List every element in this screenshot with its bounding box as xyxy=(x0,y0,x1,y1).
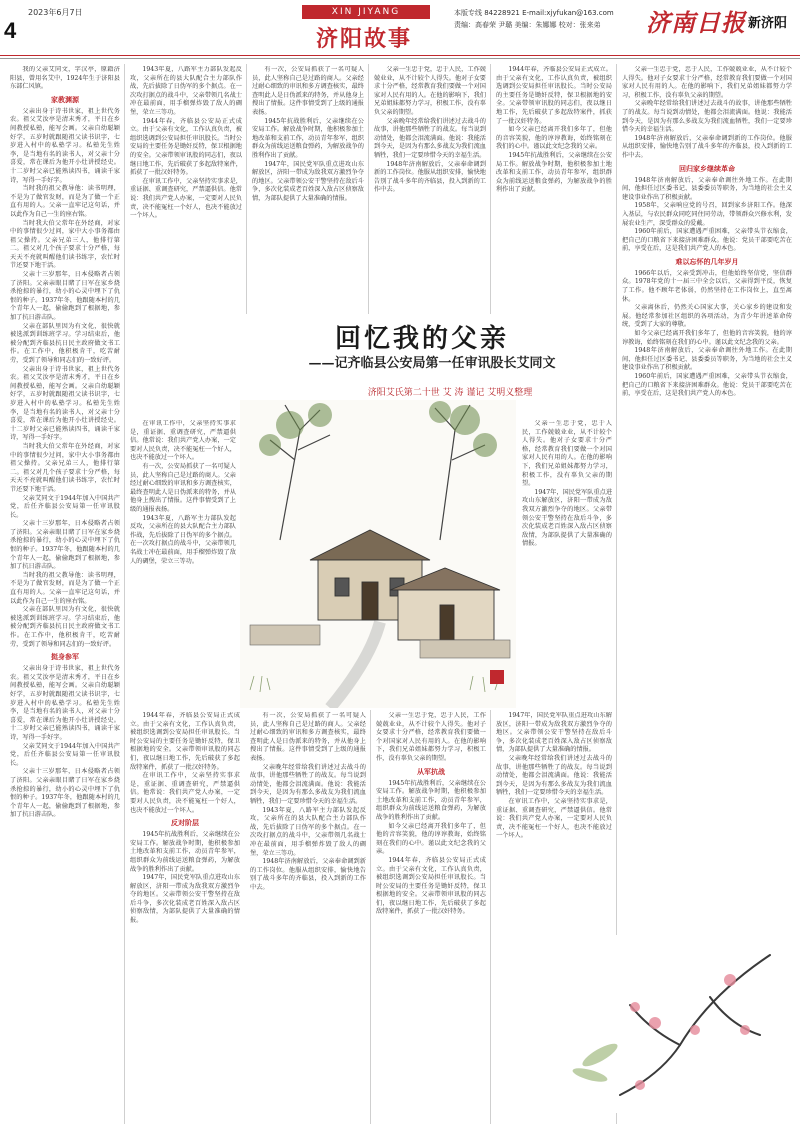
page-number: 4 xyxy=(4,18,17,43)
paragraph: 父亲一生忠于党，忠于人民，工作兢兢业业，从不计较个人得失。他对子女要求十分严格，经常教育我们要做一个对国家对人民有用的人。在他的影响下，我们兄弟姐妹都努力学习，积极工作，没有辜负父亲的期望。 xyxy=(374,66,486,116)
paragraph: 如今父亲已经离开我们多年了，但他的音容笑貌，他的谆谆教诲，始终铭刻在我们的心中。谨以此文纪念我的父亲。 xyxy=(622,330,792,346)
paragraph: 当时我大伯父常年在外经商，对家中的事情很少过问，家中大小事务都由祖父操持。父亲兄弟三人，他排行第二。祖父对几个孩子要求十分严格，每天天不亮就叫醒他们读书练字，农忙时节还要下地干活。 xyxy=(10,442,120,493)
paragraph: 父亲十三岁那年，日本侵略者占领了济阳。父亲亲眼目睹了日军在家乡烧杀抢掠的暴行，幼小的心灵中埋下了仇恨的种子。1937年冬，他跟随本村的几个青年人一起，偷偷跑到了根据地，参加了抗日游击队。 xyxy=(10,520,120,571)
text-column-bottom-1 xyxy=(130,712,240,1122)
paragraph: 1945年抗战胜利后，父亲继续在公安局工作。解放战争时期，他积极参加土地改革和支前工作，动员青年参军，组织群众为前线运送粮食弹药，为解放战争的胜利作出了贡献。 xyxy=(252,117,364,159)
paragraph: 1943年夏，八路军主力部队发起反攻，父亲所在的县大队配合主力部队作战，先后拔除了日伪军的多个据点。在一次攻打据点的战斗中，父亲带领几名战士冲在最前面，用手榴弹炸毁了敌人的碉堡，荣立三等功。 xyxy=(130,514,236,565)
article-headline: 回忆我的父亲 xyxy=(334,324,509,354)
paragraph: 1948年济南解放后，父亲奉命调到新的工作岗位。他服从组织安排，愉快地告别了战斗多年的齐临县，投入到新的工作中去。 xyxy=(250,858,366,891)
paragraph: 1944年春，齐临县公安局正式成立。由于父亲有文化，工作认真负责，被组织选调到公安局担任审讯股长。当时公安局的主要任务是锄奸反特，保卫根据地的安全。父亲带领审讯股的同志们，夜以继日地工作，先后破获了多起敌特案件，抓获了一批汉奸特务。 xyxy=(496,66,612,125)
paragraph: 我的父亲艾同文，字汉亭，原籍济阳县，曾用名艾中，1924年生于济阳县东部仁风镇。 xyxy=(10,66,120,91)
paragraph: 有一次，公安局抓获了一名可疑人员，此人坚称自己是过路的商人。父亲经过耐心细致的审讯和多方调查核实，最终查明此人是日伪派来的特务，并从他身上搜出了情报。这件事情受到了上级的通报表扬。 xyxy=(252,66,364,116)
paragraph: 1944年春，齐临县公安局正式成立。由于父亲有文化，工作认真负责，被组织选调到公安局担任审讯股长。当时公安局的主要任务是锄奸反特，保卫根据地的安全。父亲带领审讯股的同志们，夜以继日地工作，先后破获了多起敌特案件，抓获了一批汉奸特务。 xyxy=(376,856,486,916)
text-column-bottom-2 xyxy=(250,712,366,1122)
paragraph: 如今父亲已经离开我们多年了，但他的音容笑貌，他的谆谆教诲，始终铭刻在我们的心中。谨以此文纪念我的父亲。 xyxy=(376,822,486,856)
text-column-mid-left xyxy=(130,420,236,710)
editor-credits: 责编：高春荣 尹璐 美编：朱娜娜 校对：张来弟 xyxy=(454,21,601,29)
paragraph: 父亲在部队里因为有文化，很快就被选派到训练班学习。学习结束后，他被分配到齐临县抗日民主政府做文书工作。在工作中，他积极肯干，吃苦耐劳，受到了领导和同志们的一致好评。 xyxy=(10,322,120,364)
section-subhead: 家教渊源 xyxy=(51,94,79,104)
paragraph: 父亲出身于诗书世家，祖上世代务农。祖父艾汝亭是清末秀才，平日在乡间教授私塾，能写会画。父亲自幼聪颖好学，五岁时就跟随祖父读书识字，七岁进入村中的私塾学习。私塾先生姓李，是当地有名的读书人，对父亲十分喜爱，常在课后为他开小灶讲授经史。十二岁时父亲已能熟读四书，诵读千家诗，写得一手好字。 xyxy=(10,365,120,442)
paragraph: 父亲一生忠于党，忠于人民，工作兢兢业业，从不计较个人得失。他对子女要求十分严格，经常教育我们要做一个对国家对人民有用的人。在他的影响下，我们兄弟姐妹都努力学习，积极工作，没有辜负父亲的期望。 xyxy=(376,712,486,762)
column-rule xyxy=(246,64,247,314)
text-column-bottom-3 xyxy=(376,712,486,1122)
paragraph: 父亲十三岁那年，日本侵略者占领了济阳。父亲亲眼目睹了日军在家乡烧杀抢掠的暴行，幼小的心灵中埋下了仇恨的种子。1937年冬，他跟随本村的几个青年人一起，偷偷跑到了根据地，参加了抗日游击队。 xyxy=(10,768,120,819)
paragraph: 1947年，国民党军队重点进攻山东解放区，济阳一带成为敌我双方激烈争夺的地区。父亲带领公安干警坚持在敌后斗争，多次化装成老百姓深入敌占区侦察敌情，为部队提供了大量准确的情报。 xyxy=(522,488,612,548)
section-subhead: 挺身参军 xyxy=(51,652,79,662)
column-rule xyxy=(368,64,369,314)
village-ink-illustration xyxy=(240,400,516,708)
paragraph: 在审讯工作中，父亲坚持实事求是，重证据、重调查研究，严禁逼供信。他常说：我们共产党人办案，一定要对人民负责，决不能冤枉一个好人，也决不能放过一个坏人。 xyxy=(130,177,242,220)
paragraph: 1943年夏，八路军主力部队发起反攻，父亲所在的县大队配合主力部队作战，先后拔除了日伪军的多个据点。在一次攻打据点的战斗中，父亲带领几名战士冲在最前面，用手榴弹炸毁了敌人的碉堡，荣立三等功。 xyxy=(130,66,242,116)
paragraph: 父亲晚年经常给我们讲述过去战斗的故事，讲他那些牺牲了的战友。每当说到动情处，他都会泪流满面。他说：我能活到今天，是因为有那么多战友为我们流血牺牲，我们一定要珍惜今天的幸福生活。 xyxy=(496,754,612,797)
paragraph: 在审讯工作中，父亲坚持实事求是，重证据、重调查研究，严禁逼供信。他常说：我们共产党人办案，一定要对人民负责，决不能冤枉一个好人，也决不能放过一个坏人。 xyxy=(496,797,612,840)
text-column-4 xyxy=(374,66,486,314)
text-column-mid-right xyxy=(522,420,612,710)
paragraph: 父亲在部队里因为有文化，很快就被选派到训练班学习。学习结束后，他被分配到齐临县抗日民主政府做文书工作。在工作中，他积极肯干，吃苦耐劳，受到了领导和同志们的一致好评。 xyxy=(10,606,120,648)
paragraph: 1944年春，齐临县公安局正式成立。由于父亲有文化，工作认真负责，被组织选调到公安局担任审讯股长。当时公安局的主要任务是锄奸反特，保卫根据地的安全。父亲带领审讯股的同志们，夜以继日地工作，先后破获了多起敌特案件，抓获了一批汉奸特务。 xyxy=(130,117,242,177)
paragraph: 父亲一生忠于党，忠于人民，工作兢兢业业，从不计较个人得失。他对子女要求十分严格，经常教育我们要做一个对国家对人民有用的人。在他的影响下，我们兄弟姐妹都努力学习，积极工作，没有辜负父亲的期望。 xyxy=(622,66,792,99)
column-rule xyxy=(490,64,491,314)
text-column-2 xyxy=(130,66,242,314)
paragraph: 1947年，国民党军队重点进攻山东解放区，济阳一带成为敌我双方激烈争夺的地区。父亲带领公安干警坚持在敌后斗争，多次化装成老百姓深入敌占区侦察敌情，为部队提供了大量准确的情报。 xyxy=(496,712,612,754)
text-column-5 xyxy=(496,66,612,314)
issue-date: 2023年6月7日 xyxy=(28,8,83,17)
paragraph: 1958年，父亲响应党的号召，回到家乡济阳工作。他深入基层，与农民群众同吃同住同劳动，带领群众兴修水利，发展农业生产，深受群众的爱戴。 xyxy=(622,202,792,227)
article-byline: 济阳艾氏第二十世 艾 涛 谨记 艾明义整理 xyxy=(367,388,533,398)
paragraph: 1948年济南解放后，父亲奉命调到新的工作岗位。他服从组织安排，愉快地告别了战斗多年的齐临县，投入到新的工作中去。 xyxy=(374,160,486,194)
article-subheadline: ——记齐临县公安局第一任审讯股长艾同文 xyxy=(308,356,556,371)
newspaper-sublogo: 新济阳 xyxy=(748,16,788,31)
header-divider xyxy=(0,55,800,56)
paragraph: 父亲出身于诗书世家，祖上世代务农。祖父艾汝亭是清末秀才，平日在乡间教授私塾，能写会画。父亲自幼聪颖好学，五岁时就跟随祖父读书识字，七岁进入村中的私塾学习。私塾先生姓李，是当地有名的读书人，对父亲十分喜爱，常在课后为他开小灶讲授经史。十二岁时父亲已能熟读四书，诵读千家诗，写得一手好字。 xyxy=(10,107,120,184)
contact-info: 本版专线 84228921 E-mail:xjyfukan@163.com xyxy=(454,9,614,17)
column-rule xyxy=(124,64,125,1124)
plum-blossom-ink-illustration xyxy=(560,935,782,1113)
paragraph: 1948年济南解放后，父亲奉命调到新的工作岗位。他服从组织安排，愉快地告别了战斗多年的齐临县，投入到新的工作中去。 xyxy=(622,134,792,159)
newspaper-logo: 济南日报 xyxy=(646,8,746,37)
section-subhead: 难以忘怀的几年岁月 xyxy=(675,256,739,266)
paragraph: 在审讯工作中，父亲坚持实事求是，重证据、重调查研究，严禁逼供信。他常说：我们共产党人办案，一定要对人民负责，决不能冤枉一个好人，也决不能放过一个坏人。 xyxy=(130,772,240,814)
column-rule xyxy=(490,710,491,1124)
paragraph: 1945年抗战胜利后，父亲继续在公安局工作。解放战争时期，他积极参加土地改革和支前工作，动员青年参军，组织群众为前线运送粮食弹药，为解放战争的胜利作出了贡献。 xyxy=(376,779,486,821)
paragraph: 父亲离休后，仍然关心国家大事，关心家乡的建设和发展。他经常参加社区组织的各项活动，为青少年讲述革命传统，受到了大家的尊敬。 xyxy=(622,304,792,329)
section-subhead: 从军抗战 xyxy=(417,766,445,776)
section-subhead: 反对阶层 xyxy=(171,818,199,828)
paragraph: 父亲艾同文于1944年加入中国共产党，后任齐临县公安局第一任审讯股长。 xyxy=(10,494,120,519)
paragraph: 父亲一生忠于党，忠于人民，工作兢兢业业，从不计较个人得失。他对子女要求十分严格，经常教育我们要做一个对国家对人民有用的人。在他的影响下，我们兄弟姐妹都努力学习，积极工作，没有辜负父亲的期望。 xyxy=(522,420,612,488)
paragraph: 父亲艾同文于1944年加入中国共产党，后任齐临县公安局第一任审讯股长。 xyxy=(10,742,120,767)
paragraph: 父亲晚年经常给我们讲述过去战斗的故事，讲他那些牺牲了的战友。每当说到动情处，他都会泪流满面。他说：我能活到今天，是因为有那么多战友为我们流血牺牲，我们一定要珍惜今天的幸福生活。 xyxy=(250,763,366,805)
section-subhead: 回归家乡继续革命 xyxy=(679,163,735,173)
paragraph: 当时我的祖父教导他：读书明理，不是为了做官发财，而是为了做一个正直有用的人。父亲一直牢记这句话，并以此作为自己一生的座右铭。 xyxy=(10,571,120,605)
paragraph: 1944年春，齐临县公安局正式成立。由于父亲有文化，工作认真负责，被组织选调到公安局担任审讯股长。当时公安局的主要任务是锄奸反特，保卫根据地的安全。父亲带领审讯股的同志们，夜以继日地工作，先后破获了多起敌特案件，抓获了一批汉奸特务。 xyxy=(130,712,240,771)
paragraph: 1966年以后，父亲受到冲击，但他始终坚信党，坚信群众。1978年党的十一届三中全会以后，父亲得到平反，恢复了工作。他不顾年老体弱，仍然坚持在工作岗位上，直至离休。 xyxy=(622,269,792,303)
paragraph: 1948年济南解放后，父亲奉命调往外地工作。在此期间，他担任过区委书记、县委委员等职务，为当地的社会主义建设事业作出了积极贡献。 xyxy=(622,176,792,201)
paragraph: 当时我大伯父常年在外经商，对家中的事情很少过问，家中大小事务都由祖父操持。父亲兄弟三人，他排行第二。祖父对几个孩子要求十分严格，每天天不亮就叫醒他们读书练字，农忙时节还要下地干活。 xyxy=(10,219,120,270)
paragraph: 1945年抗战胜利后，父亲继续在公安局工作。解放战争时期，他积极参加土地改革和支前工作，动员青年参军，组织群众为前线运送粮食弹药，为解放战争的胜利作出了贡献。 xyxy=(496,151,612,194)
paragraph: 有一次，公安局抓获了一名可疑人员，此人坚称自己是过路的商人。父亲经过耐心细致的审讯和多方调查核实，最终查明此人是日伪派来的特务，并从他身上搜出了情报。这件事情受到了上级的通报表扬。 xyxy=(130,462,236,513)
paragraph: 1948年济南解放后，父亲奉命调往外地工作。在此期间，他担任过区委书记、县委委员等职务，为当地的社会主义建设事业作出了积极贡献。 xyxy=(622,347,792,372)
section-title: 济阳故事 xyxy=(316,26,413,52)
paragraph: 当时我的祖父教导他：读书明理，不是为了做官发财，而是为了做一个正直有用的人。父亲一直牢记这句话，并以此作为自己一生的座右铭。 xyxy=(10,185,120,218)
paragraph: 1960年前后，国家遭遇严重困难，父亲带头节衣缩食，把自己的口粮省下来接济困难群众。他说：党员干部要吃苦在前，享受在后，这是我们共产党人的本色。 xyxy=(622,228,792,253)
paragraph: 1947年，国民党军队重点进攻山东解放区，济阳一带成为敌我双方激烈争夺的地区。父亲带领公安干警坚持在敌后斗争，多次化装成老百姓深入敌占区侦察敌情，为部队提供了大量准确的情报。 xyxy=(252,160,364,202)
text-column-1 xyxy=(10,66,120,1122)
column-rule xyxy=(370,710,371,1124)
paragraph: 1947年，国民党军队重点进攻山东解放区，济阳一带成为敌我双方激烈争夺的地区。父亲带领公安干警坚持在敌后斗争，多次化装成老百姓深入敌占区侦察敌情，为部队提供了大量准确的情报。 xyxy=(130,874,240,925)
paragraph: 在审讯工作中，父亲坚持实事求是，重证据、重调查研究，严禁逼供信。他常说：我们共产党人办案，一定要对人民负责，决不能冤枉一个好人，也决不能放过一个坏人。 xyxy=(130,420,236,462)
paragraph: 父亲出身于诗书世家，祖上世代务农。祖父艾汝亭是清末秀才，平日在乡间教授私塾，能写会画。父亲自幼聪颖好学，五岁时就跟随祖父读书识字，七岁进入村中的私塾学习。私塾先生姓李，是当地有名的读书人，对父亲十分喜爱，常在课后为他开小灶讲授经史。十二岁时父亲已能熟读四书，诵读千家诗，写得一手好字。 xyxy=(10,665,120,741)
paragraph: 父亲十三岁那年，日本侵略者占领了济阳。父亲亲眼目睹了日军在家乡烧杀抢掠的暴行，幼小的心灵中埋下了仇恨的种子。1937年冬，他跟随本村的几个青年人一起，偷偷跑到了根据地，参加了抗日游击队。 xyxy=(10,271,120,322)
paragraph: 1945年抗战胜利后，父亲继续在公安局工作。解放战争时期，他积极参加土地改革和支前工作，动员青年参军，组织群众为前线运送粮食弹药，为解放战争的胜利作出了贡献。 xyxy=(130,831,240,873)
paragraph: 父亲晚年经常给我们讲述过去战斗的故事，讲他那些牺牲了的战友。每当说到动情处，他都会泪流满面。他说：我能活到今天，是因为有那么多战友为我们流血牺牲，我们一定要珍惜今天的幸福生活。 xyxy=(622,100,792,134)
section-pinyin: XIN JIYANG xyxy=(331,7,401,17)
paragraph: 父亲晚年经常给我们讲述过去战斗的故事，讲他那些牺牲了的战友。每当说到动情处，他都会泪流满面。他说：我能活到今天，是因为有那么多战友为我们流血牺牲，我们一定要珍惜今天的幸福生活。 xyxy=(374,117,486,159)
text-column-3 xyxy=(252,66,364,314)
header-divider-thin xyxy=(0,58,800,59)
paragraph: 有一次，公安局抓获了一名可疑人员，此人坚称自己是过路的商人。父亲经过耐心细致的审讯和多方调查核实，最终查明此人是日伪派来的特务，并从他身上搜出了情报。这件事情受到了上级的通报表扬。 xyxy=(250,712,366,762)
text-column-right xyxy=(622,66,792,932)
paragraph: 1960年前后，国家遭遇严重困难，父亲带头节衣缩食，把自己的口粮省下来接济困难群众。他说：党员干部要吃苦在前，享受在后，这是我们共产党人的本色。 xyxy=(622,373,792,398)
paragraph: 如今父亲已经离开我们多年了，但他的音容笑貌，他的谆谆教诲，始终铭刻在我们的心中。谨以此文纪念我的父亲。 xyxy=(496,126,612,151)
paragraph: 1943年夏，八路军主力部队发起反攻，父亲所在的县大队配合主力部队作战，先后拔除了日伪军的多个据点。在一次攻打据点的战斗中，父亲带领几名战士冲在最前面，用手榴弹炸毁了敌人的碉堡，荣立三等功。 xyxy=(250,806,366,857)
